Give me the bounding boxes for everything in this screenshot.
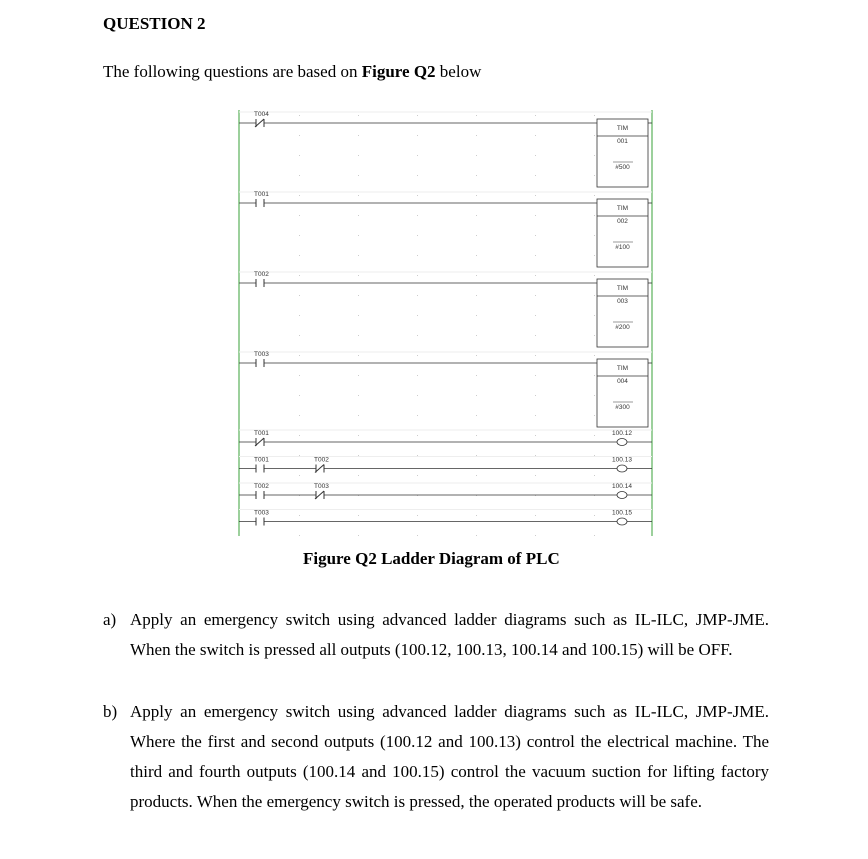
contact-label: T002 (254, 271, 269, 278)
timer-number: 003 (617, 298, 628, 305)
grid-dot (594, 455, 595, 456)
grid-dot (417, 155, 418, 156)
grid-dot (476, 115, 477, 116)
grid-dot (299, 215, 300, 216)
grid-dot (594, 475, 595, 476)
contact-label: T002 (314, 456, 329, 464)
grid-dot (299, 375, 300, 376)
grid-dot (358, 315, 359, 316)
grid-dot (358, 155, 359, 156)
grid-dot (594, 415, 595, 416)
question-b-text: Apply an emergency switch using advanced ladder diagrams such as IL-ILC, JMP-JME. Where the first and second outputs (100.12 and 100.13) control the electrical machine. The third and fourth outputs (100.14 and 100.15) control the vacuum suction for lifting factory products. When the emergency switch is pressed, the operated products will be safe. (130, 702, 769, 811)
figure-ref: Figure Q2 (361, 62, 436, 81)
grid-dot (358, 255, 359, 256)
question-title: QUESTION 2 (103, 14, 206, 33)
grid-dot (358, 215, 359, 216)
grid-dot (476, 215, 477, 216)
grid-dot (417, 355, 418, 356)
grid-dot (417, 275, 418, 276)
no-contact (256, 465, 264, 473)
grid-dot (535, 415, 536, 416)
grid-dot (417, 535, 418, 536)
grid-dot (594, 355, 595, 356)
intro-lead: The following questions are based on (103, 62, 362, 81)
grid-dot (417, 195, 418, 196)
output-coil (617, 518, 627, 525)
grid-dot (535, 295, 536, 296)
grid-dot (476, 415, 477, 416)
grid-dot (358, 415, 359, 416)
grid-dot (476, 295, 477, 296)
no-contact (256, 279, 264, 287)
timer-type-label: TIM (616, 365, 629, 372)
timer-type-label: TIM (616, 285, 629, 292)
grid-dot (417, 255, 418, 256)
grid-dot (535, 475, 536, 476)
grid-dot (594, 295, 595, 296)
timer-type-label: TIM (616, 125, 629, 132)
grid-dot (299, 415, 300, 416)
grid-dot (476, 475, 477, 476)
grid-dot (594, 375, 595, 376)
grid-dot (358, 515, 359, 516)
grid-dot (299, 535, 300, 536)
grid-dot (358, 195, 359, 196)
question-a-label: a) (103, 610, 117, 629)
grid-dot (299, 195, 300, 196)
grid-dot (358, 135, 359, 136)
grid-dot (594, 235, 595, 236)
grid-dot (535, 435, 536, 436)
grid-dot (535, 275, 536, 276)
timer-number: 002 (617, 218, 628, 225)
timer-preset: #100 (615, 244, 630, 251)
grid-dots (299, 115, 595, 536)
grid-dot (594, 255, 595, 256)
grid-dot (476, 275, 477, 276)
timer-number: 001 (617, 138, 628, 145)
coil-address: 100.14 (612, 483, 632, 490)
grid-dot (299, 515, 300, 516)
contact-label: T002 (254, 483, 269, 490)
grid-dot (417, 395, 418, 396)
no-contact (256, 491, 264, 499)
coil-address: 100.13 (612, 456, 632, 464)
grid-dot (358, 375, 359, 376)
nc-contact (315, 465, 324, 473)
grid-dot (299, 235, 300, 236)
grid-dot (476, 335, 477, 336)
grid-dot (417, 375, 418, 376)
intro-tail: below (435, 62, 482, 81)
grid-dot (417, 475, 418, 476)
grid-dot (594, 515, 595, 516)
timer-preset: #300 (615, 404, 630, 411)
grid-dot (476, 235, 477, 236)
grid-dot (535, 375, 536, 376)
grid-dot (299, 335, 300, 336)
grid-dot (358, 455, 359, 456)
grid-dot (594, 535, 595, 536)
grid-dot (535, 175, 536, 176)
grid-dot (535, 515, 536, 516)
question-a (103, 605, 769, 665)
grid-dot (417, 135, 418, 136)
contact-label: T001 (254, 191, 269, 198)
grid-dot (476, 195, 477, 196)
grid-dot (476, 515, 477, 516)
grid-dot (535, 135, 536, 136)
grid-dot (358, 235, 359, 236)
grid-dot (299, 355, 300, 356)
grid-dot (417, 115, 418, 116)
grid-dot (299, 135, 300, 136)
figure-caption: Figure Q2 Ladder Diagram of PLC (303, 549, 560, 568)
question-b-label: b) (103, 702, 118, 721)
grid-dot (535, 315, 536, 316)
output-coil (617, 439, 627, 446)
grid-dot (358, 275, 359, 276)
grid-dot (476, 255, 477, 256)
contact-label: T003 (254, 509, 269, 517)
grid-dot (358, 475, 359, 476)
grid-dot (417, 435, 418, 436)
grid-dot (594, 315, 595, 316)
grid-dot (535, 235, 536, 236)
grid-dot (417, 455, 418, 456)
nc-contact (255, 438, 264, 446)
grid-dot (535, 215, 536, 216)
question-b (103, 697, 769, 817)
grid-dot (417, 415, 418, 416)
grid-dot (476, 175, 477, 176)
timer-preset: #200 (615, 324, 630, 331)
output-coil (617, 492, 627, 499)
grid-dot (417, 215, 418, 216)
grid-dot (358, 355, 359, 356)
grid-dot (299, 155, 300, 156)
grid-dot (299, 435, 300, 436)
no-contact (256, 359, 264, 367)
grid-dot (476, 535, 477, 536)
grid-dot (535, 195, 536, 196)
grid-dot (299, 475, 300, 476)
grid-dot (358, 535, 359, 536)
grid-dot (358, 175, 359, 176)
grid-dot (535, 155, 536, 156)
grid-dot (594, 155, 595, 156)
question-a-text: Apply an emergency switch using advanced ladder diagrams such as IL-ILC, JMP-JME. When the switch is pressed all outputs (100.12, 100.13, 100.14 and 100.15) will be OFF. (130, 610, 769, 659)
grid-dot (594, 135, 595, 136)
grid-dot (535, 535, 536, 536)
nc-contact (315, 491, 324, 499)
grid-dot (476, 395, 477, 396)
grid-dot (417, 315, 418, 316)
grid-dot (358, 395, 359, 396)
timer-number: 004 (617, 378, 628, 385)
grid-dot (299, 275, 300, 276)
grid-dot (594, 195, 595, 196)
nc-contact (255, 119, 264, 127)
grid-dot (535, 395, 536, 396)
grid-dot (476, 135, 477, 136)
grid-dot (417, 335, 418, 336)
grid-dot (299, 255, 300, 256)
grid-dot (417, 515, 418, 516)
grid-dot (594, 215, 595, 216)
grid-dot (358, 115, 359, 116)
grid-dot (594, 335, 595, 336)
grid-dot (299, 295, 300, 296)
grid-dot (476, 355, 477, 356)
no-contact (256, 199, 264, 207)
no-contact (256, 518, 264, 526)
grid-dot (299, 395, 300, 396)
grid-dot (417, 235, 418, 236)
timer-preset: #500 (615, 164, 630, 171)
grid-dot (299, 115, 300, 116)
grid-dot (299, 455, 300, 456)
grid-dot (358, 335, 359, 336)
grid-dot (476, 315, 477, 316)
grid-dot (476, 375, 477, 376)
contact-label: T001 (254, 456, 269, 464)
timer-type-label: TIM (616, 205, 629, 212)
grid-dot (535, 455, 536, 456)
grid-dot (594, 435, 595, 436)
grid-dot (594, 395, 595, 396)
grid-dot (358, 435, 359, 436)
grid-dot (417, 175, 418, 176)
grid-dot (476, 455, 477, 456)
grid-dot (535, 355, 536, 356)
grid-dot (299, 175, 300, 176)
contact-label: T003 (314, 483, 329, 490)
grid-dot (535, 255, 536, 256)
grid-dot (358, 295, 359, 296)
contact-label: T004 (254, 111, 269, 118)
coil-address: 100.15 (612, 509, 632, 517)
grid-dot (594, 115, 595, 116)
grid-dot (535, 115, 536, 116)
grid-dot (476, 435, 477, 436)
grid-dot (299, 315, 300, 316)
coil-address: 100.12 (612, 430, 632, 437)
contact-label: T001 (254, 430, 269, 437)
grid-dot (417, 295, 418, 296)
output-coil (617, 465, 627, 472)
grid-dot (535, 335, 536, 336)
contact-label: T003 (254, 351, 269, 358)
grid-dot (476, 155, 477, 156)
grid-dot (594, 275, 595, 276)
grid-dot (594, 175, 595, 176)
